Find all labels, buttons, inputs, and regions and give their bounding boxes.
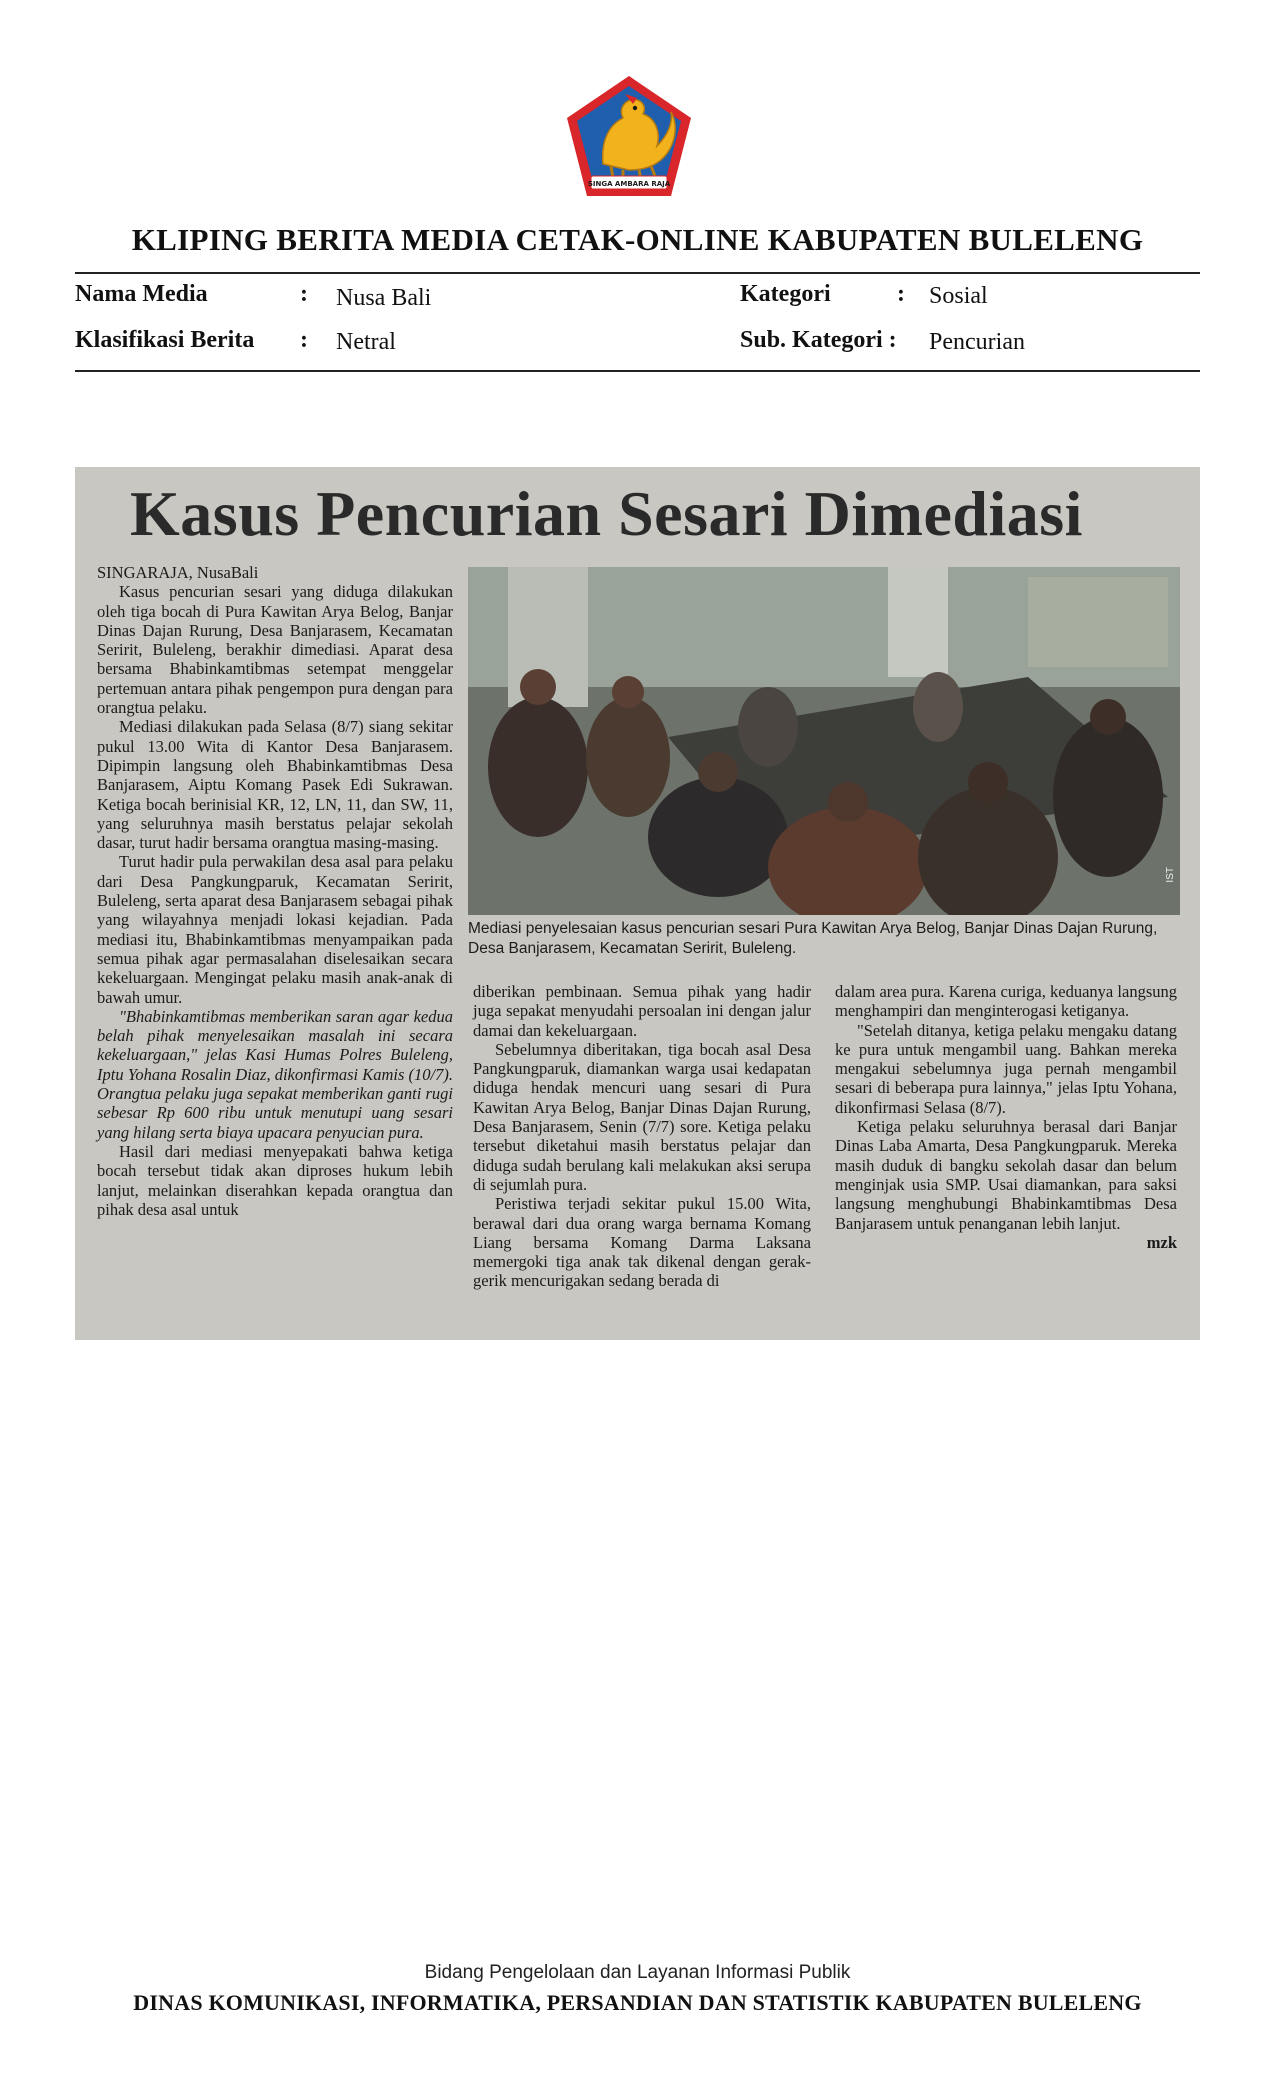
paragraph: Peristiwa terjadi sekitar pukul 15.00 Wita, berawal dari dua orang warga bernama Komang Liang bersama Komang Darma Laksana memergoki tiga anak tak dikenal dengan gerak-gerik mencurigakan sedang berada di [473, 1194, 811, 1291]
logo-motto: SINGA AMBARA RAJA [587, 180, 671, 188]
paragraph: Turut hadir pula perwakilan desa asal para pelaku dari Desa Pangkungparuk, Kecamatan Seririt, Buleleng, serta aparat desa Banjarasem sebagai pihak yang wilayahnya menjadi lokasi kejadian. Pada mediasi itu, Bhabinkamtibmas menyampaikan pada semua pihak agar permasalahan diselesaikan secara kekeluargaan. Mengingat pelaku masih anak-anak di bawah umur. [97, 852, 453, 1007]
photo-illustration [468, 567, 1180, 915]
nama-media-label: Nama Media [75, 281, 208, 307]
footer-agency: DINAS KOMUNIKASI, INFORMATIKA, PERSANDIAN DAN STATISTIK KABUPATEN BULELENG [133, 1990, 1142, 2015]
paragraph: Sebelumnya diberitakan, tiga bocah asal Desa Pangkungparuk, diamankan warga usai kedapatan diduga hendak mencuri uang sesari di Pura Kawitan Arya Belog, Banjar Dinas Dajan Rurung, Desa Banjarasem, Senin (7/7) sore. Ketiga pelaku tersebut diketahui masih berstatus pelajar dan diduga sudah berulang kali melakukan aksi serupa di sejumlah pura. [473, 1039, 811, 1194]
klasifikasi-label: Klasifikasi Berita [75, 327, 255, 353]
photo-caption: Mediasi penyelesaian kasus pencurian sesari Pura Kawitan Arya Belog, Banjar Dinas Dajan Rurung, Desa Banjarasem, Kecamatan Seririt, Buleleng. [468, 920, 1158, 957]
nama-media-colon: : [300, 281, 308, 307]
buleleng-emblem [563, 74, 695, 200]
article-headline: Kasus Pencurian Sesari Dimediasi [130, 478, 1083, 549]
footer-department: Bidang Pengelolaan dan Layanan Informasi Publik [424, 1962, 851, 1983]
klasifikasi-colon: : [300, 327, 308, 353]
kategori-colon: : [897, 281, 905, 307]
title-divider [75, 272, 1200, 274]
paragraph: "Setelah ditanya, ketiga pelaku mengaku datang ke pura untuk mengambil uang. Bahkan mereka mengakui sebelumnya juga pernah mengambil sesari di beberapa pura lainnya," jelas Iptu Yohana, dikonfirmasi Selasa (8/7). [835, 1020, 1177, 1117]
news-clipping [75, 467, 1200, 1340]
article-column-3 [835, 982, 1177, 1252]
kategori-value: Sosial [929, 283, 988, 309]
paragraph: Kasus pencurian sesari yang diduga dilakukan oleh tiga bocah di Pura Kawitan Arya Belog, Banjar Dinas Dajan Rurung, Desa Banjarasem, Kecamatan Seririt, Buleleng, berakhir dimediasi. Aparat desa bersama Bhabinkamtibmas setempat menggelar pertemuan antara pihak pengempon pura dengan para orangtua pelaku. [97, 582, 453, 718]
nama-media-value: Nusa Bali [336, 285, 432, 311]
article-signature: mzk [1146, 1232, 1177, 1252]
page-title: KLIPING BERITA MEDIA CETAK-ONLINE KABUPATEN BULELENG [131, 222, 1144, 257]
article-dateline: SINGARAJA, NusaBali [97, 563, 259, 582]
paragraph: Ketiga pelaku seluruhnya berasal dari Banjar Dinas Laba Amarta, Desa Pangkungparuk. Mereka masih duduk di bangku sekolah dasar dan belum menginjak usia SMP. Usai diamankan, para saksi langsung menghubungi Bhabinkamtibmas Desa Banjarasem untuk penanganan lebih lanjut. [835, 1117, 1177, 1233]
article-photo [468, 567, 1180, 915]
kategori-label: Kategori [740, 281, 831, 307]
klasifikasi-value: Netral [336, 329, 396, 355]
photo-credit: IST [1165, 867, 1176, 883]
paragraph-quote: "Bhabinkamtibmas memberikan saran agar kedua belah pihak menyelesaikan masalah ini secara kekeluargaan," jelas Kasi Humas Polres Buleleng, Iptu Yohana Rosalin Diaz, dikonfirmasi Kamis (10/7). Orangtua pelaku juga sepakat memberikan ganti rugi sebesar Rp 600 ribu untuk menutupi uang sesari yang hilang serta biaya upacara penyucian pura. [97, 1006, 453, 1142]
article-column-2 [473, 982, 811, 1291]
paragraph: Mediasi dilakukan pada Selasa (8/7) siang sekitar pukul 13.00 Wita di Kantor Desa Banjarasem. Dipimpin langsung oleh Bhabinkamtibmas Desa Banjarasem, Aiptu Komang Pasek Edi Sukrawan. Ketiga bocah berinisial KR, 12, LN, 11, dan SW, 11, yang seluruhnya masih berstatus pelajar sekolah dasar, turut hadir bersama orangtua masing-masing. [97, 717, 453, 853]
article-column-1 [97, 563, 453, 1219]
paragraph: diberikan pembinaan. Semua pihak yang hadir juga sepakat menyudahi persoalan ini dengan jalur damai dan kekeluargaan. [473, 982, 811, 1040]
paragraph: dalam area pura. Karena curiga, keduanya langsung menghampiri dan menginterogasi ketiganya. [835, 982, 1177, 1021]
sub-kategori-label: Sub. Kategori : [740, 327, 897, 353]
paragraph: Hasil dari mediasi menyepakati bahwa ketiga bocah tersebut tidak akan diproses hukum lebih lanjut, melainkan diserahkan kepada orangtua dan pihak desa asal untuk [97, 1141, 453, 1219]
meta-divider [75, 370, 1200, 372]
sub-kategori-value: Pencurian [929, 329, 1025, 355]
